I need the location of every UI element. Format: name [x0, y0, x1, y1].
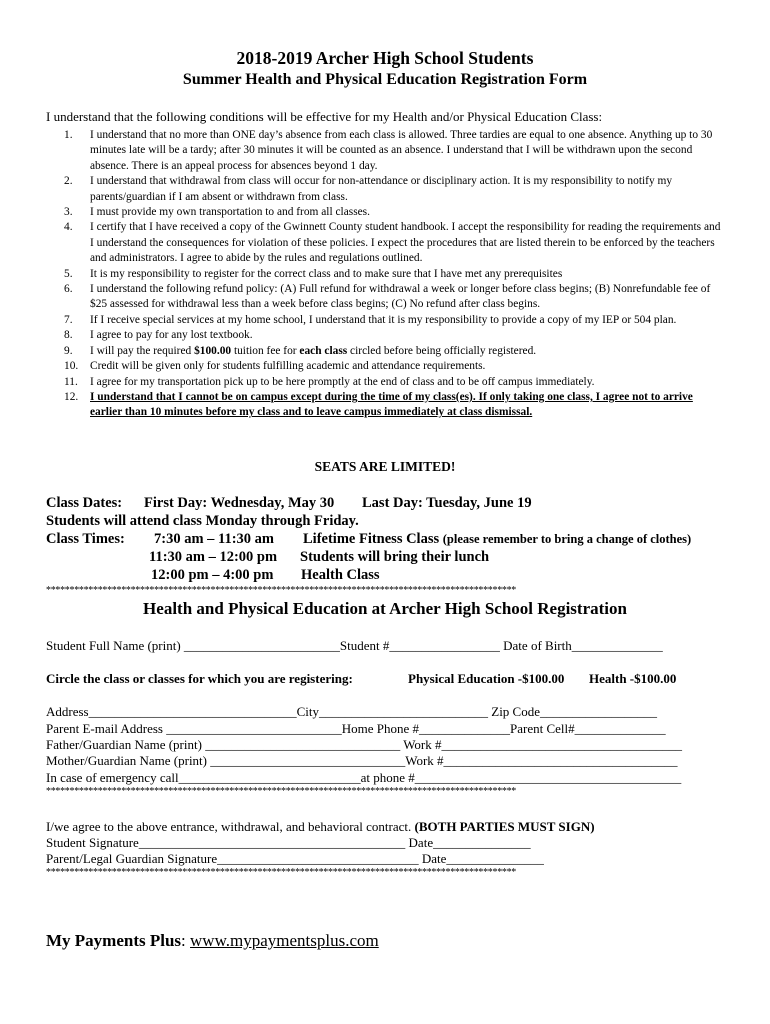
schedule-desc: Students will bring their lunch: [300, 549, 490, 565]
condition-item: [46, 174, 726, 205]
condition-text: I understand that withdrawal from class will occur for non-attendance or disciplinary action. It is my responsibility to notify my parents/guardian if I am absent or withdrawn from class.: [90, 175, 673, 203]
condition-text: I understand that I cannot be on campus except during the time of my class(es). If only taking one class, I agree not to arrive earlier than 10 minutes before my class and to leave campus immediately at class dismissal.: [90, 390, 693, 419]
circle-class-label: Circle the class or classes for which you are registering:: [46, 671, 353, 686]
condition-item: [46, 344, 726, 359]
condition-item: [46, 328, 726, 343]
condition-number: 6.: [64, 283, 73, 296]
condition-number: 3.: [64, 206, 73, 219]
seats-limited-notice: SEATS ARE LIMITED!: [314, 459, 456, 474]
schedule-time: 7:30 am – 11:30 am: [154, 531, 275, 547]
condition-number: 8.: [64, 329, 73, 342]
schedule-desc: Health Class: [301, 567, 380, 583]
father-guardian-line[interactable]: Father/Guardian Name (print) ______________________________ Work #_____________________________________: [46, 737, 683, 752]
condition-number: 2.: [64, 175, 73, 188]
condition-number: 1.: [64, 129, 73, 141]
conditions-intro: I understand that the following conditions will be effective for my Health and/or Physical Education Class:: [46, 109, 603, 124]
condition-item: [46, 267, 726, 282]
mother-guardian-line[interactable]: Mother/Guardian Name (print) ______________________________Work #____________________________________: [46, 753, 678, 768]
schedule-time: 11:30 am – 12:00 pm: [149, 549, 278, 565]
agreement-statement: [46, 819, 595, 835]
condition-item: [46, 313, 726, 328]
both-parties-sign: (BOTH PARTIES MUST SIGN): [414, 819, 595, 834]
student-name-line: Student Full Name (print) ________________________Student #_________________ Date of Birth______________: [46, 638, 663, 653]
schedule-time: 12:00 pm – 4:00 pm: [151, 567, 274, 583]
condition-number: 10.: [64, 360, 79, 373]
condition-item: [46, 128, 726, 174]
first-day: First Day: Wednesday, May 30: [144, 495, 335, 511]
parent-email-line[interactable]: Parent E-mail Address ___________________________Home Phone #______________Parent Cell#______________: [46, 721, 666, 736]
condition-text: If I receive special services at my home school, I understand that it is my responsibility to provide a copy of my IEP or 504 plan.: [90, 313, 677, 326]
schedule-desc: [303, 531, 691, 548]
health-option[interactable]: Health -$100.00: [589, 671, 677, 686]
form-subtitle: Summer Health and Physical Education Registration Form: [182, 71, 588, 88]
condition-number: 5.: [64, 267, 73, 280]
form-title: 2018-2019 Archer High School Students: [236, 48, 534, 68]
condition-text: I certify that I have received a copy of the Gwinnett County student handbook. I accept the responsibility for reading the requirements and I understand the consequences for violation of these policies. I expect the procedures that are listed therein to be enforced by the teachers and administrators. I agree to abide by the rules and regulations outlined.: [90, 221, 721, 265]
condition-number: 7.: [64, 313, 73, 326]
condition-item: [46, 220, 726, 266]
physical-education-option[interactable]: Physical Education -$100.00: [408, 671, 565, 686]
condition-number: 12.: [64, 390, 79, 403]
condition-item: [46, 390, 726, 421]
each-class-emphasis: each class: [299, 344, 348, 357]
attendance-days: Students will attend class Monday through Friday.: [46, 513, 359, 529]
parent-signature-line[interactable]: Parent/Legal Guardian Signature_______________________________ Date_______________: [46, 851, 544, 866]
schedule-note: (please remember to bring a change of clothes): [442, 532, 692, 546]
class-times-label: Class Times:: [46, 531, 125, 547]
condition-item: [46, 282, 726, 313]
condition-item: [46, 359, 726, 374]
condition-text: I agree for my transportation pick up to be here promptly at the end of class and to be off campus immediately.: [90, 375, 595, 388]
separator-stars: ****************************************************************************************************: [46, 867, 517, 878]
student-signature-line[interactable]: Student Signature_________________________________________ Date_______________: [46, 835, 531, 850]
condition-text: I must provide my own transportation to and from all classes.: [90, 206, 370, 219]
registration-title: Health and Physical Education at Archer High School Registration: [143, 599, 627, 618]
class-dates-label: Class Dates:: [46, 495, 123, 511]
my-payments-plus: [46, 931, 379, 951]
payments-link[interactable]: www.mypaymentsplus.com: [190, 931, 379, 950]
payments-colon: :: [181, 931, 191, 950]
conditions-list: [46, 128, 726, 421]
condition-number: 11.: [64, 375, 78, 388]
condition-text: I agree to pay for any lost textbook.: [90, 329, 253, 342]
condition-number: 9.: [64, 344, 73, 357]
last-day: Last Day: Tuesday, June 19: [362, 495, 532, 511]
emergency-contact-line[interactable]: In case of emergency call____________________________at phone #_________________________________________: [46, 770, 682, 785]
condition-text: I understand that no more than ONE day’s absence from each class is allowed. Three tardies are equal to one absence. Anything up to 30 minutes late will be a tardy; after 30 minutes it will be counted as an absence. I understand that I will be withdrawn upon the second absence. There is an appeal process for absences beyond 1 day.: [90, 129, 713, 172]
condition-item: [46, 375, 726, 390]
condition-text: I understand the following refund policy: (A) Full refund for withdrawal a week or longer before class begins; (B) Nonrefundable fee of $25 assessed for withdrawal less than a week before class begins; (C) No refund after class begins.: [90, 283, 711, 311]
condition-text-part: I will pay the required: [90, 344, 195, 357]
condition-text: It is my responsibility to register for the correct class and to make sure that I have met any prerequisites: [90, 267, 563, 280]
schedule-activity: Lifetime Fitness Class: [303, 531, 440, 547]
payments-label: My Payments Plus: [46, 931, 182, 950]
address-line[interactable]: Address________________________________City__________________________ Zip Code__________________: [46, 704, 657, 719]
condition-number: 4.: [64, 221, 73, 234]
tuition-amount: $100.00: [194, 344, 232, 357]
condition-text: [90, 345, 536, 357]
condition-text: Credit will be given only for students fulfilling academic and attendance requirements.: [90, 360, 486, 373]
agreement-text: I/we agree to the above entrance, withdrawal, and behavioral contract.: [46, 819, 412, 834]
separator-stars: ****************************************************************************************************: [46, 585, 517, 596]
condition-text-part: tuition fee for: [231, 344, 300, 357]
condition-item: [46, 205, 726, 220]
separator-stars: ****************************************************************************************************: [46, 786, 517, 797]
condition-text-part: circled before being officially registered.: [347, 344, 537, 357]
